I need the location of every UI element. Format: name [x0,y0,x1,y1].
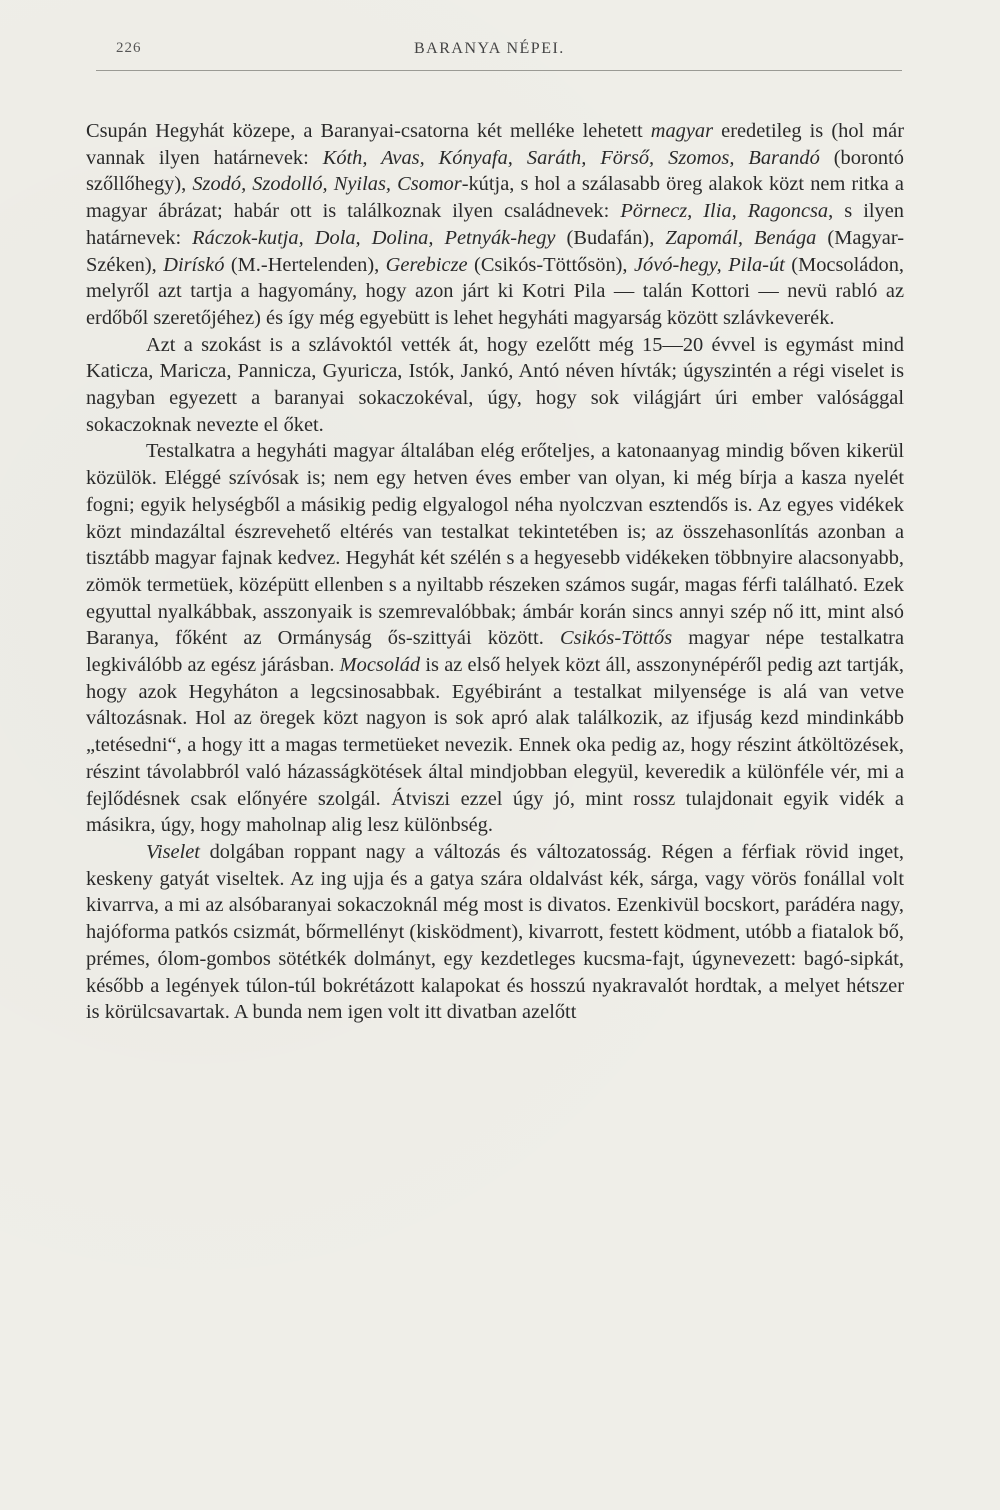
text-run: (M.-Hertelenden), [224,253,386,276]
paragraph [86,839,904,1026]
italic-term: Kóth, Avas, Kónyafa, Saráth, Förső, Szomos, Barandó [322,146,820,169]
header-rule [96,70,902,71]
italic-term: Mocsolád [339,654,421,677]
text-run: Testalkatra a hegyháti magyar általában elég erőteljes, a katonaanyag mindig bőven kikerül közülök. Eléggé szívósak is; nem egy hetven éves ember van olyan, ki még bírja a kasza nyelét fogni; egyik helységből a másikig pedig elgyalogol néha nyolczvan esztendős is. Az egyes vidékek közt mindazáltal észrevehető eltérés van testalkat tekintetében is; az összehasonlítás azonban a tisztább magyar fajnak kedvez. Hegyhát két szélén s a hegyesebb vidékeken többnyire alacsonyabb, zömök termetüek, középütt ellenben s a nyiltabb részeken számos sugár, magas férfi található. Ezek egyuttal nyalkábbak, asszonyaik is szemrevalóbbak; ámbár korán sincs annyi szép nő itt, mint alsó Baranya, főként az Ormányság ős-szittyái között. [86,440,904,650]
page-number: 226 [116,40,142,56]
text-run: (Budafán), [555,226,666,249]
italic-term: magyar [650,120,714,142]
italic-term: Csikós-Töttős [559,627,673,650]
text-run: -kútja, s hol a szálasabb öreg alakok közt nem ritka a magyar ábrázat; habár ott is találkoznak ilyen családnevek: [86,173,904,223]
italic-term: Ráczok-kutja, Dola, Dolina, Petnyák-hegy [192,226,556,249]
text-run: dolgában roppant nagy a változás és változatosság. Régen a férfiak rövid inget, keskeny gatyát viseltek. Az ing ujja és a gatya szára oldalvást kék, sárga, vagy vörös fonállal volt kivarrva, a mi az alsóbaranyai sokaczoknál még most is divatos. Ezenkivül bocskort, parádéra nagy, hajóforma patkós csizmát, bőrmellényt (kisködment), kivarrott, festett ködment, utóbb a fiatalok bő, prémes, ólom-gombos sötétkék dolmányt, egy kezdetleges kucsma-fajt, úgynevezett: bagó-sipkát, később a legények túlon-túl bokrétázott kalapokat és hosszú nyakravalót hordtak, a melyet hétszer is körülcsavartak. A bunda nem igen volt itt divatban azelőtt [86,840,904,1024]
text-run: magyar népe testalkatra legkiválóbb az egész járásban. [86,627,904,677]
text-run: , s ilyen határnevek: [86,200,904,249]
body-text [86,118,904,1026]
text-run: (Csikós-Töttősön), [467,253,634,276]
paragraph [86,332,904,439]
italic-term: Gerebicze [385,253,468,276]
text-run: (Mocsoládon, melyről azt tartja a hagyomány, hogy azon járt ki Kotri Pila — talán Kottori — nevü rabló az erdőből szeretőjéhez) és így még egyebütt is lehet hegyháti magyarság között szlávkeverék. [86,253,904,329]
text-run: (borontó szőllőhegy), [86,146,904,196]
text-run: Azt a szokást is a szlávoktól vették át, hogy ezelőtt még 15—20 évvel is egymást mind Katicza, Maricza, Pannicza, Gyuricza, Istók, Jankó, Antó néven hívták; úgyszintén a régi viselet is nagyban egyezett a baranyai sokaczokéval, úgy, hogy sok világjárt úri ember valósággal sokaczoknak nevezte el őket. [86,333,904,436]
italic-term: Pörnecz, Ilia, Ragoncsa [620,200,829,223]
paragraph [86,438,904,839]
text-run: eredetileg is (hol már vannak ilyen határnevek: [86,120,904,169]
running-head [86,30,904,70]
paragraph [86,118,904,332]
italic-term: Viselet [146,840,200,863]
text-run: is az első helyek közt áll, asszonynépéről pedig azt tartják, hogy azok Hegyháton a legcsinosabbak. Egyébiránt a testalkat milyensége is alá van vetve változásnak. Hol az öregek közt nagyon is sok apró alak találkozik, az ifjuság kezd mindinkább „tetésedni“, a hogy itt a magas termetüeket nevezik. Ennek oka pedig az, hogy részint átköltözések, részint távolabbról való házasságkötések által mindjobban elegyül, keveredik a különféle vér, mi a fejlődésnek csak előnyére szolgál. Átviszi ezzel úgy jó, mint rossz tulajdonait egyik vidék a másikra, úgy, hogy maholnap alig lesz különbség. [86,654,904,837]
italic-term: Zapomál, Benága [665,226,817,249]
italic-term: Szodó, Szodolló, Nyilas, Csomor [192,173,462,196]
italic-term: Dirískó [163,253,225,276]
text-run: Csupán Hegyhát közepe, a Baranyai-csatorna két melléke lehetett [86,120,651,142]
italic-term: Jóvó-hegy, Pila-út [634,253,785,276]
text-run: (Magyar-Széken), [86,226,904,276]
running-title: BARANYA NÉPEI. [414,40,565,57]
